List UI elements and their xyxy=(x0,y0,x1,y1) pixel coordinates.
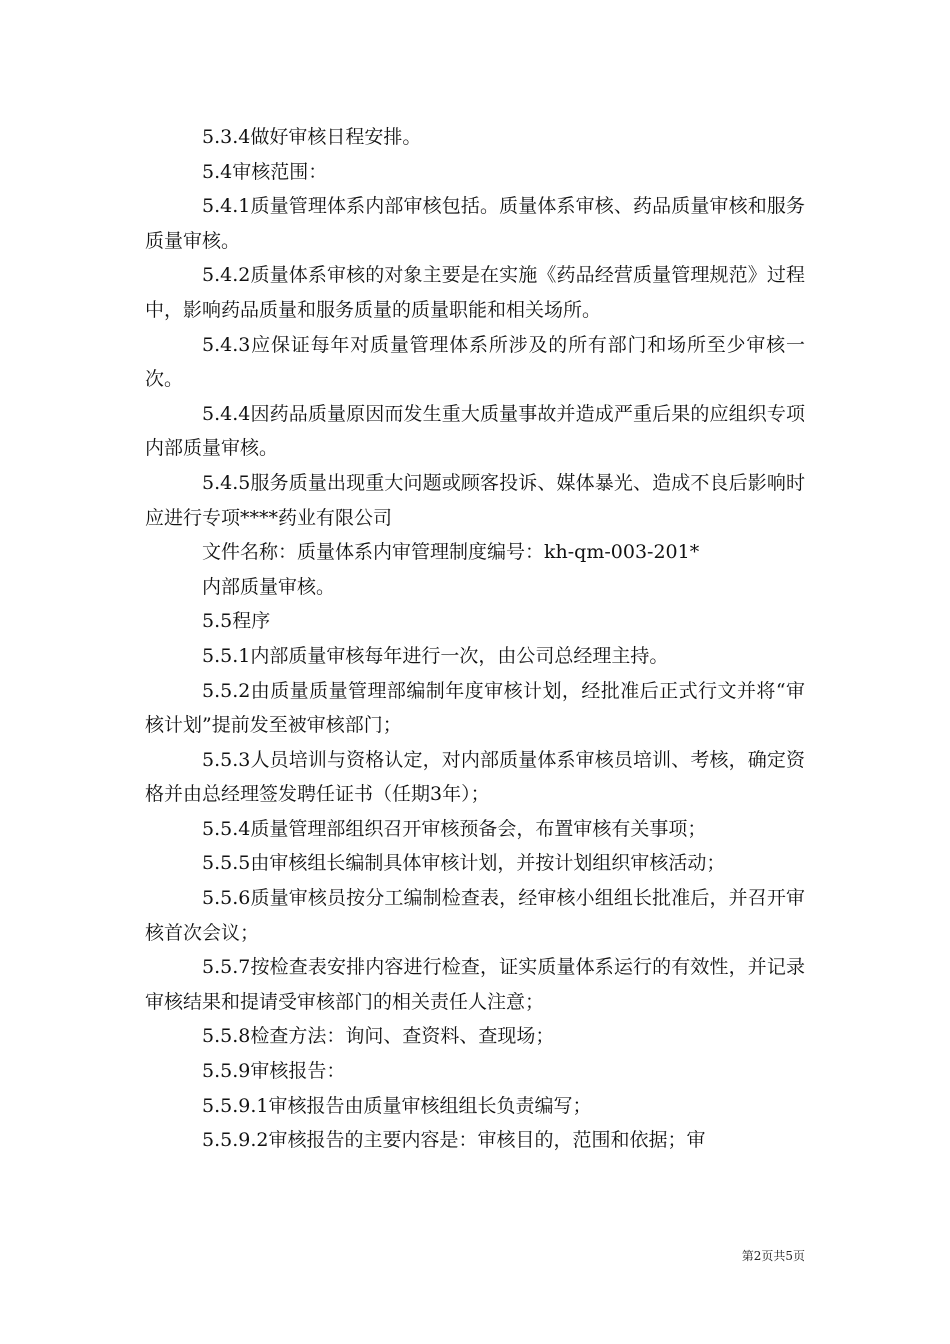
paragraph-5-4-1: 5.4.1质量管理体系内部审核包括。质量体系审核、药品质量审核和服务质量审核。 xyxy=(145,195,805,252)
page-number: 第2页共5页 xyxy=(741,1249,805,1263)
paragraph-5-5-2: 5.5.2由质量质量管理部编制年度审核计划，经批准后正式行文并将“审核计划”提前发至被审核部门； xyxy=(145,679,805,737)
paragraph-5-4-4: 5.4.4因药品质量原因而发生重大质量事故并造成严重后果的应组织专项内部质量审核。 xyxy=(145,402,805,460)
paragraph-5-5-6: 5.5.6质量审核员按分工编制检查表，经审核小组组长批准后，并召开审核首次会议； xyxy=(145,887,805,944)
paragraph-5-5-9-1: 5.5.9.1审核报告由质量审核组组长负责编写； xyxy=(202,1094,592,1117)
paragraph-5-5-3: 5.5.3人员培训与资格认定，对内部质量体系审核员培训、考核，确定资格并由总经理签发聘任证书（任期3年）； xyxy=(145,748,805,806)
document-header-line: 文件名称：质量体系内审管理制度编号：kh-qm-003-201* xyxy=(202,541,700,564)
paragraph-5-3-4: 5.3.4做好审核日程安排。 xyxy=(202,126,422,148)
paragraph-5-5-7: 5.5.7按检查表安排内容进行检查，证实质量体系运行的有效性，并记录审核结果和提请受审核部门的相关责任人注意； xyxy=(145,956,805,1013)
paragraph-5-5-9-2: 5.5.9.2审核报告的主要内容是：审核目的，范围和依据；审 xyxy=(202,1129,706,1152)
document-body xyxy=(145,120,805,1158)
paragraph-5-4-5: 5.4.5服务质量出现重大问题或顾客投诉、媒体暴光、造成不良后影响时应进行专项****药业有限公司 xyxy=(145,471,805,529)
paragraph-5-5-5: 5.5.5由审核组长编制具体审核计划，并按计划组织审核活动； xyxy=(202,852,726,875)
paragraph-5-5-9: 5.5.9审核报告： xyxy=(202,1060,346,1083)
paragraph-continuation: 内部质量审核。 xyxy=(202,575,336,598)
paragraph-5-4-3: 5.4.3应保证每年对质量管理体系所涉及的所有部门和场所至少审核一次。 xyxy=(145,333,805,391)
paragraph-5-5-4: 5.5.4质量管理部组织召开审核预备会，布置审核有关事项； xyxy=(202,817,707,840)
paragraph-5-5: 5.5程序 xyxy=(202,610,271,633)
paragraph-5-5-1: 5.5.1内部质量审核每年进行一次，由公司总经理主持。 xyxy=(202,644,669,667)
paragraph-5-4: 5.4审核范围： xyxy=(202,160,328,183)
paragraph-5-5-8: 5.5.8检查方法：询问、查资料、查现场； xyxy=(202,1025,555,1048)
paragraph-5-4-2: 5.4.2质量体系审核的对象主要是在实施《药品经营质量管理规范》过程中，影响药品质量和服务质量的质量职能和相关场所。 xyxy=(145,264,805,321)
